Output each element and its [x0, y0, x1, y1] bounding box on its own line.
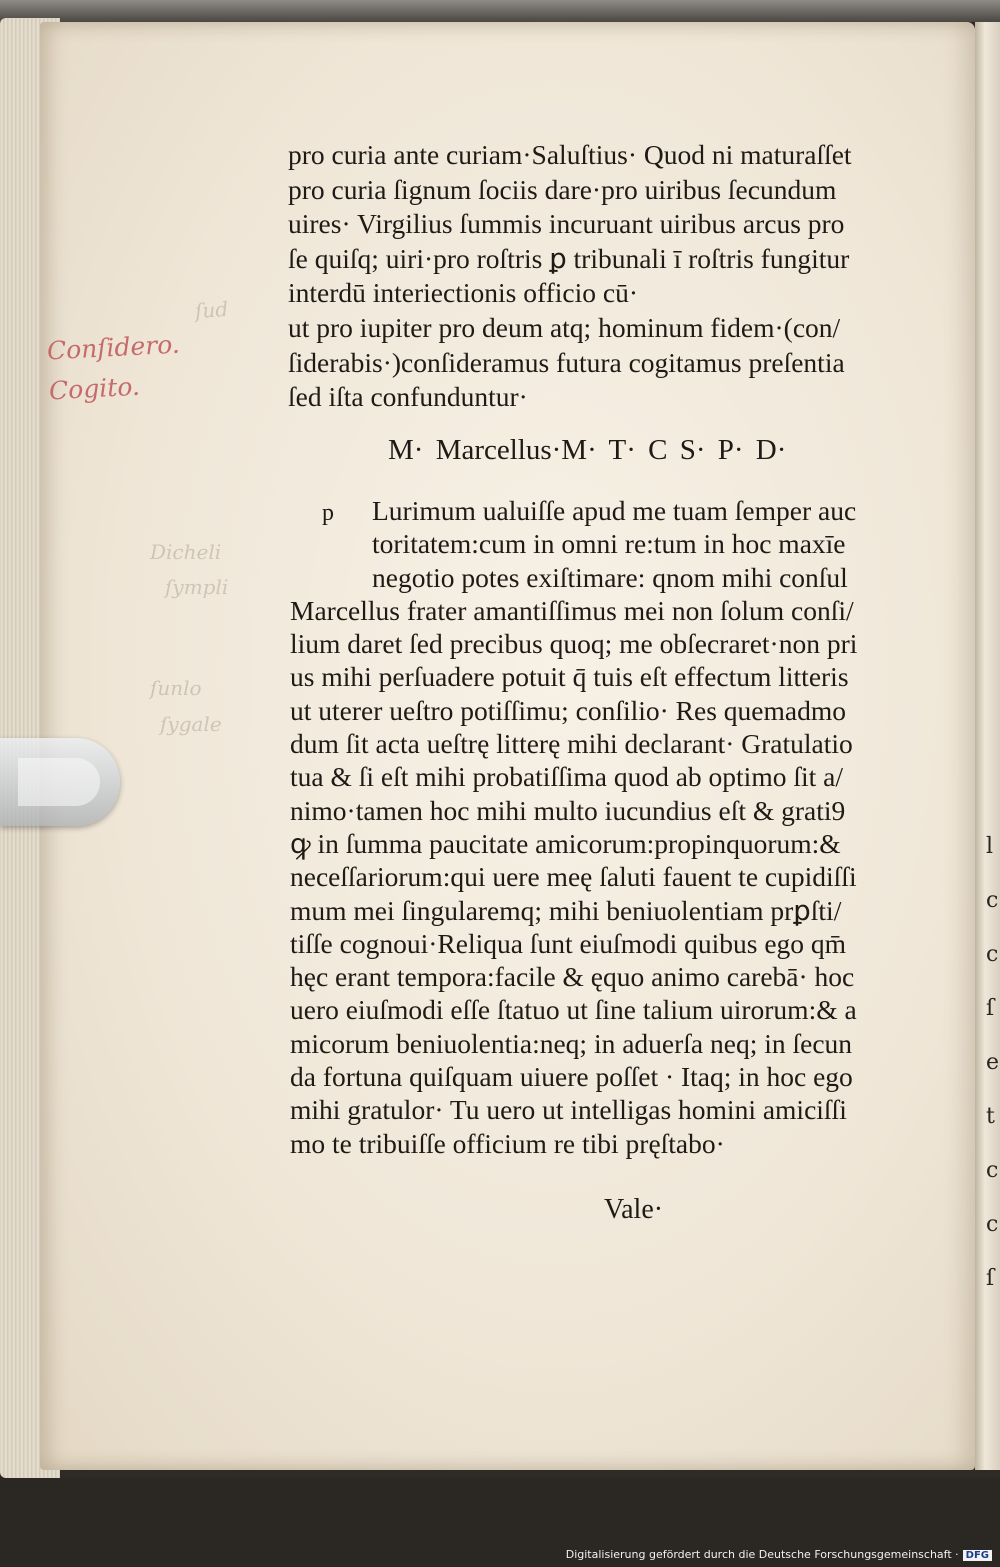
- show-through-mark: Dicheli: [150, 540, 222, 564]
- show-through-mark: ſud: [194, 296, 229, 324]
- text-line: us mihi perſuadere potuit q̄ tuis eſt effectum litteris: [290, 661, 849, 693]
- text-line: da fortuna quiſquam uiuere poſſet · Itaq; in hoc ego: [290, 1061, 853, 1093]
- text-line: ꝙ in ſumma paucitate amicorum:propinquorum:&: [290, 827, 841, 859]
- show-through-mark: ſunlo: [150, 676, 202, 700]
- credit-text: Digitalisierung gefördert durch die Deutsche Forschungsgemeinschaft ·: [565, 1548, 959, 1561]
- dfg-logo: DFG: [963, 1550, 992, 1561]
- scanner-bottom-bar: [0, 1478, 1000, 1567]
- facing-page-letters: l c c ſ e t c c ſ: [986, 834, 1000, 1291]
- text-line: interdū interiectionis officio cū·: [288, 277, 639, 309]
- letter-closing: Vale·: [604, 1194, 664, 1225]
- text-line: uero eiuſmodi eſſe ſtatuo ut ſine talium uirorum:& a: [290, 994, 857, 1026]
- show-through-mark: ſympli: [165, 575, 229, 599]
- text-line: negotio potes exiſtimare: qnom mihi conſul: [372, 561, 848, 593]
- text-line: mihi gratulor· Tu uero ut intelligas homini amiciſſi: [290, 1094, 847, 1126]
- initial-guide-letter: p: [322, 500, 334, 526]
- text-line: uires· Virgilius ſummis incuruant uiribus arcus pro: [288, 208, 845, 240]
- text-line: ut uterer ueſtro potiſſimu; conſilio· Res quemadmo: [290, 694, 847, 726]
- text-line: Lurimum ualuiſſe apud me tuam ſemper auc: [372, 495, 857, 526]
- text-line: ſed iſta confunduntur·: [288, 381, 528, 413]
- margin-note-line: Cogito.: [48, 371, 141, 406]
- text-line: ſe quiſq; uiri·pro roſtris ꝑ tribunali ī roſtris fungitur: [288, 242, 850, 274]
- text-line: mum mei ſingularemq; mihi beniuolentiam prꝑſti/: [290, 894, 842, 926]
- text-line: tua & ſi eſt mihi probatiſſima quod ab optimo ſit a/: [290, 761, 843, 793]
- text-line: micorum beniuolentia:neq; in aduerſa neq; in ſecun: [290, 1027, 853, 1059]
- text-line: tiſſe cognoui·Reliqua ſunt eiuſmodi quibus ego qm̄: [290, 927, 847, 959]
- scanner-top-strip: [0, 0, 1000, 22]
- text-line: pro curia ante curiam·Saluſtius· Quod ni maturaſſet: [288, 139, 852, 170]
- text-line: lium daret ſed precibus quoq; me obſecraret·non pri: [290, 628, 858, 660]
- text-line: neceſſariorum:qui uere meę ſaluti fauent te cupidiſſi: [290, 861, 857, 893]
- top-text-block: [288, 138, 928, 415]
- text-line: pro curia ſignum ſociis dare·pro uiribus ſecundum: [288, 173, 837, 205]
- text-line: mo te tribuiſſe officium re tibi pręſtabo·: [290, 1127, 725, 1159]
- digitization-credit: [566, 1548, 992, 1561]
- text-line: hęc erant tempora:facile & ęquo animo carebā· hoc: [290, 961, 855, 993]
- show-through-mark: ſygale: [160, 712, 222, 736]
- handwritten-margin-note: [46, 325, 183, 412]
- margin-note-line: Conſidero.: [46, 329, 181, 366]
- text-line: toritatem:cum in omni re:tum in hoc maxīe: [372, 528, 846, 560]
- text-line: nimo·tamen hoc mihi multo iucundius eſt & grati9: [290, 794, 846, 826]
- text-line: ſiderabis·)conſideramus futura cogitamus preſentia: [288, 346, 845, 378]
- text-line: ut pro iupiter pro deum atq; hominum fidem·(con/: [288, 311, 841, 343]
- text-line: dum ſit acta ueſtrę litterę mihi declarant· Gratulatio: [290, 728, 853, 760]
- letter-heading: M· Marcellus·M· T· C S· P· D·: [388, 434, 787, 466]
- page-clip: [0, 738, 120, 826]
- letter-text-block: [290, 494, 940, 1160]
- page-clip-window: [18, 758, 100, 806]
- text-line: Marcellus frater amantiſſimus mei non ſolum conſi/: [290, 594, 854, 626]
